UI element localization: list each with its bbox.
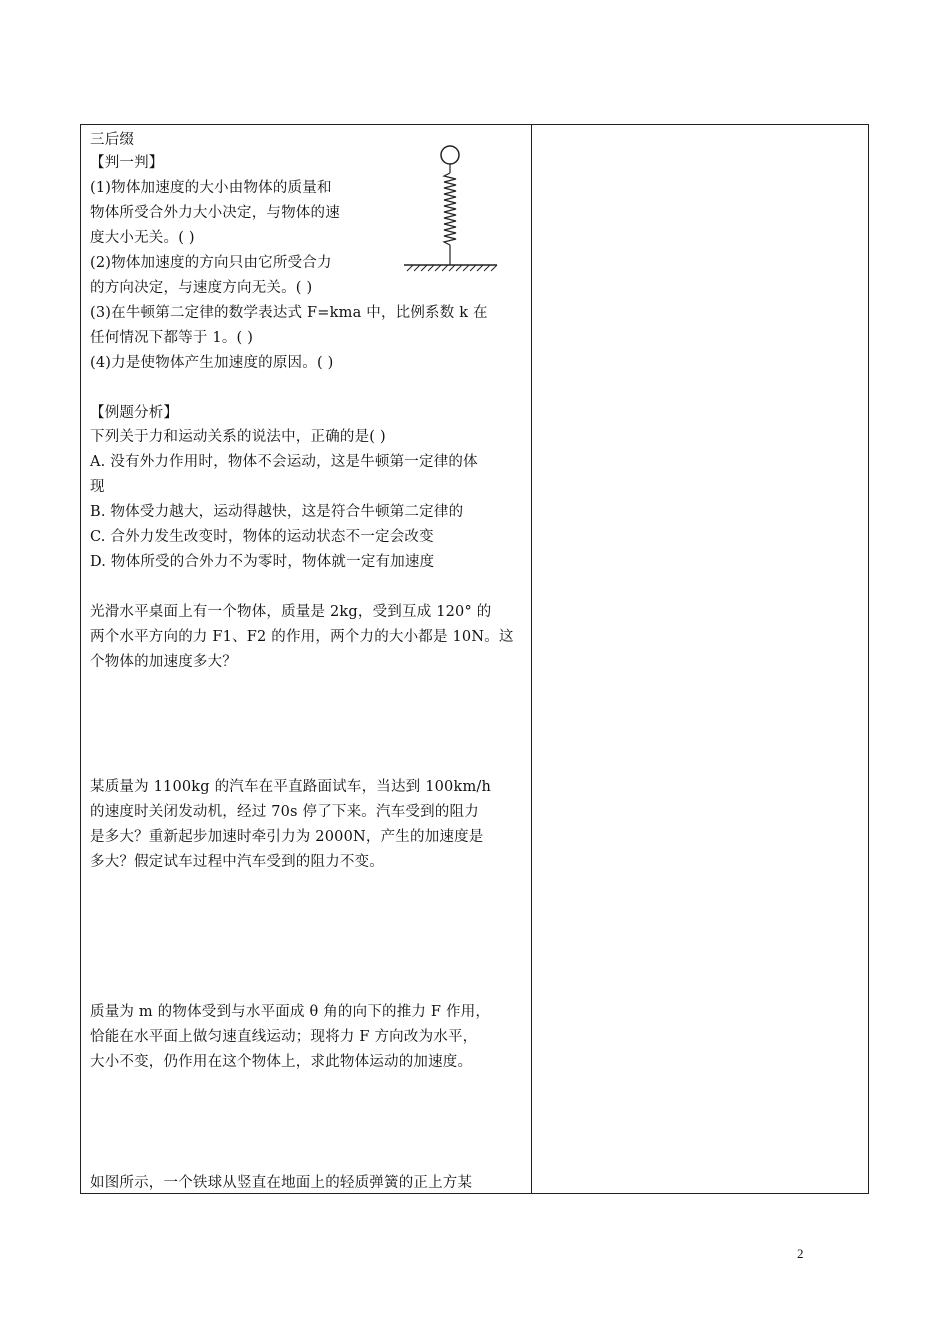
problem2-line: 多大？假定试车过程中汽车受到的阻力不变。: [90, 854, 384, 870]
problem2-line: 某质量为 1100kg 的汽车在平直路面试车，当达到 100km/h: [90, 779, 492, 795]
example-option: 现: [90, 479, 105, 495]
judge-line: (1)物体加速度的大小由物体的质量和: [90, 180, 332, 196]
ground-hatch: [407, 265, 497, 271]
example-option: C. 合外力发生改变时，物体的运动状态不一定会改变: [90, 529, 434, 545]
column-divider: [531, 125, 532, 1193]
judge-line: 度大小无关。( ): [90, 230, 195, 246]
judge-line: 任何情况下都等于 1。( ): [90, 330, 254, 346]
problem2-line: 的速度时关闭发动机，经过 70s 停了下来。汽车受到的阻力: [90, 804, 479, 820]
judge-line: (2)物体加速度的方向只由它所受合力: [90, 255, 332, 271]
problem2-line: 是多大？重新起步加速时牵引力为 2000N，产生的加速度是: [90, 829, 484, 845]
section-title: 三后缀: [90, 132, 135, 148]
example-option: B. 物体受力越大，运动得越快，这是符合牛顿第二定律的: [90, 504, 464, 520]
example-option: D. 物体所受的合外力不为零时，物体就一定有加速度: [90, 554, 435, 570]
problem3-line: 大小不变，仍作用在这个物体上，求此物体运动的加速度。: [90, 1054, 473, 1070]
example-heading: 【例题分析】: [90, 405, 179, 421]
example-question: 下列关于力和运动关系的说法中，正确的是( ): [90, 429, 386, 445]
iron-ball-icon: [441, 146, 459, 164]
judge-line: (4)力是使物体产生加速度的原因。( ): [90, 355, 334, 371]
judge-heading: 【判一判】: [90, 155, 164, 171]
problem4-line: 如图所示，一个铁球从竖直在地面上的轻质弹簧的正上方某: [90, 1175, 473, 1191]
problem3-line: 质量为 m 的物体受到与水平面成 θ 角的向下的推力 F 作用，: [90, 1004, 491, 1020]
judge-line: (3)在牛顿第二定律的数学表达式 F=kma 中，比例系数 k 在: [90, 305, 488, 321]
problem1-line: 个物体的加速度多大？: [90, 654, 237, 670]
problem1-line: 光滑水平桌面上有一个物体，质量是 2kg，受到互成 120° 的: [90, 604, 492, 620]
problem1-line: 两个水平方向的力 F1、F2 的作用，两个力的大小都是 10N。这: [90, 629, 514, 645]
judge-line: 的方向决定，与速度方向无关。( ): [90, 280, 313, 296]
two-column-table: [80, 124, 869, 1194]
spring-ball-figure: [401, 143, 501, 273]
spring-icon: [444, 173, 456, 245]
example-option: A. 没有外力作用时，物体不会运动，这是牛顿第一定律的体: [90, 454, 478, 470]
page-number: 2: [797, 1246, 804, 1261]
problem3-line: 恰能在水平面上做匀速直线运动；现将力 F 方向改为水平，: [90, 1029, 478, 1045]
judge-line: 物体所受合外力大小决定，与物体的速: [90, 205, 340, 221]
content-cell: [81, 125, 531, 1193]
